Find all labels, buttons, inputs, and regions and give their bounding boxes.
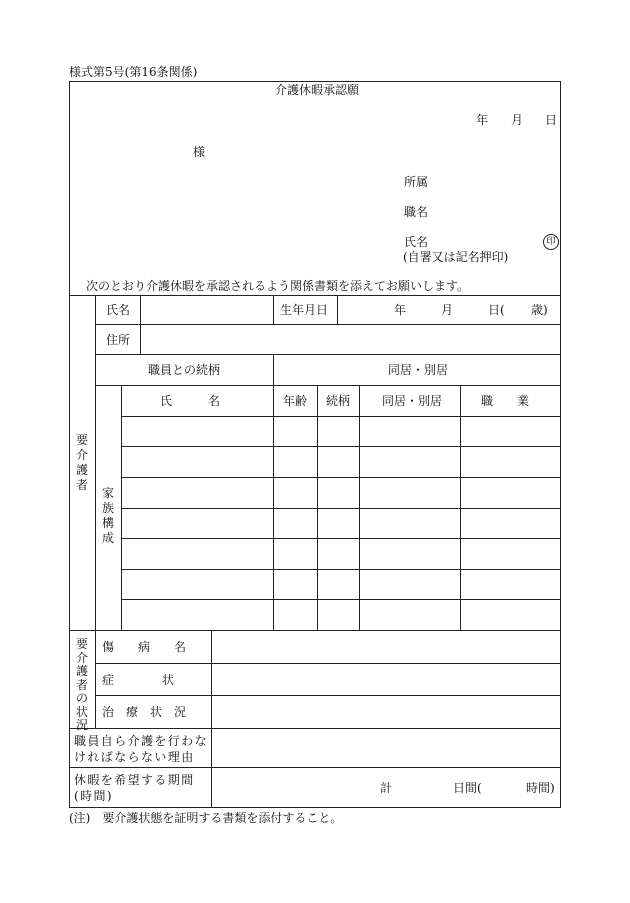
affiliation-label: 所属 — [404, 175, 429, 189]
family-header-cohabit: 同居・別居 — [382, 394, 443, 408]
family-header-relation: 続柄 — [326, 394, 351, 408]
period-hours: 時間) — [526, 781, 555, 795]
family-header-age: 年齢 — [283, 394, 308, 408]
form-frame — [69, 81, 561, 808]
position-label: 職名 — [404, 205, 429, 219]
form-title: 介護休暇承認願 — [275, 83, 360, 97]
relation-label: 職員との続柄 — [148, 363, 221, 377]
cohabit-label: 同居・別居 — [388, 363, 449, 377]
address-label: 住所 — [106, 333, 131, 347]
condition-section-label: 要介護者の状況 — [75, 637, 88, 732]
request-text: 次のとおり介護休暇を承認されるよう関係書類を添えてお願いします。 — [86, 279, 470, 293]
form-number: 様式第5号(第16条関係) — [69, 65, 198, 79]
period-days: 日間( — [453, 781, 482, 795]
period-total: 計 — [380, 781, 393, 795]
birthdate-label: 生年月日 — [280, 303, 329, 317]
family-header-occupation: 職 業 — [481, 394, 530, 408]
signature-note: (自署又は記名押印) — [403, 250, 509, 264]
disease-label: 傷 病 名 — [102, 640, 187, 654]
addressee-suffix: 様 — [193, 145, 206, 159]
date-day: 日 — [545, 113, 558, 127]
date-month: 月 — [511, 113, 524, 127]
family-label: 家族構成 — [101, 486, 114, 545]
treatment-label: 治 療 状 況 — [102, 705, 187, 719]
seal-mark: 印 — [543, 234, 559, 250]
footnote: (注) 要介護状態を証明する書類を添付すること。 — [69, 811, 343, 825]
birth-day: 日( — [488, 303, 505, 317]
reason-label: 職員自ら介護を行わなければならない理由 — [74, 734, 209, 764]
birth-year: 年 — [394, 303, 407, 317]
birth-month: 月 — [441, 303, 454, 317]
care-recipient-section-label: 要介護者 — [75, 433, 88, 492]
family-header-name: 氏 名 — [160, 394, 221, 408]
applicant-name-label: 氏名 — [404, 235, 429, 249]
period-label: 休暇を希望する期間(時間) — [74, 773, 195, 803]
date-year: 年 — [476, 113, 489, 127]
age-suffix: 歳) — [531, 303, 548, 317]
recipient-name-label: 氏名 — [106, 303, 131, 317]
symptoms-label: 症 状 — [102, 673, 175, 687]
